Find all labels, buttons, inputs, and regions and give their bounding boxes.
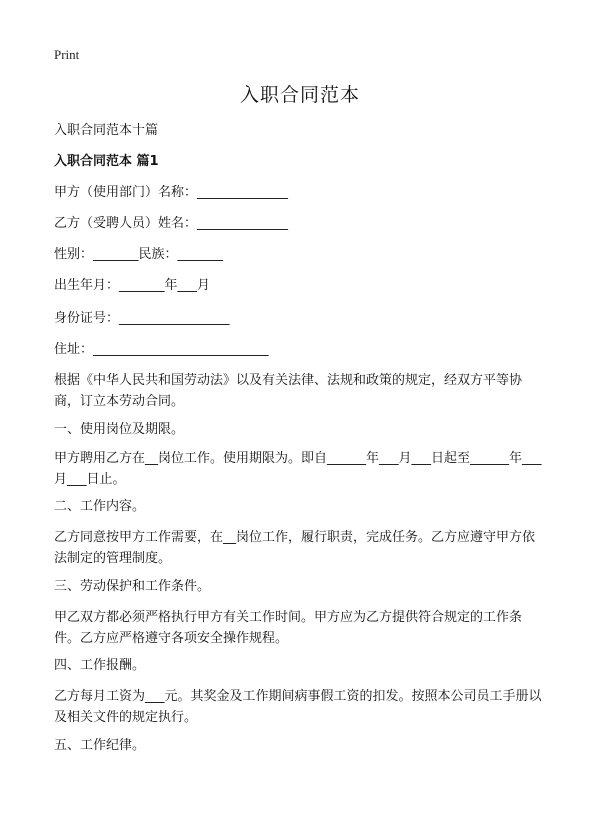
section-3-heading: 三、劳动保护和工作条件。 — [54, 579, 211, 594]
section-2-heading: 二、工作内容。 — [54, 499, 146, 514]
preamble-paragraph: 根据《中华人民共和国劳动法》以及有关法律、法规和政策的规定，经双方平等协商，订立本劳动合同。 — [54, 373, 523, 409]
section-4-heading: 四、工作报酬。 — [54, 658, 146, 673]
subtitle: 入职合同范本十篇 — [54, 123, 159, 138]
section-5-heading: 五、工作纪律。 — [54, 738, 146, 753]
party-a-name-line: 甲方（使用部门）名称：______________ — [54, 185, 289, 200]
section-3-body: 甲乙双方都必须严格执行甲方有关工作时间。甲方应为乙方提供符合规定的工作条件。乙方应严格遵守各项安全操作规程。 — [54, 610, 523, 646]
gender-ethnicity-line: 性别：_______民族：_______ — [54, 247, 224, 262]
section-1-heading: 一、使用岗位及期限。 — [54, 422, 185, 437]
birth-date-line: 出生年月：_______年___月 — [54, 278, 211, 293]
page-title: 入职合同范本 — [239, 84, 360, 106]
party-b-name-line: 乙方（受聘人员）姓名：______________ — [54, 216, 289, 231]
id-number-line: 身份证号：_________________ — [54, 311, 230, 326]
section-2-body: 乙方同意按甲方工作需要，在__岗位工作，履行职责，完成任务。乙方应遵守甲方依法制定的管理制度。 — [54, 530, 536, 566]
print-link[interactable]: Print — [54, 47, 80, 62]
section-heading: 入职合同范本 篇1 — [54, 154, 159, 169]
section-1-body: 甲方聘用乙方在__岗位工作。使用期限为。即自______年___月___日起至______年___月___日止。 — [54, 451, 542, 487]
address-line: 住址：___________________________ — [54, 342, 269, 357]
section-4-body: 乙方每月工资为___元。其奖金及工作期间病事假工资的扣发。按照本公司员工手册以及相关文件的规定执行。 — [54, 689, 542, 725]
